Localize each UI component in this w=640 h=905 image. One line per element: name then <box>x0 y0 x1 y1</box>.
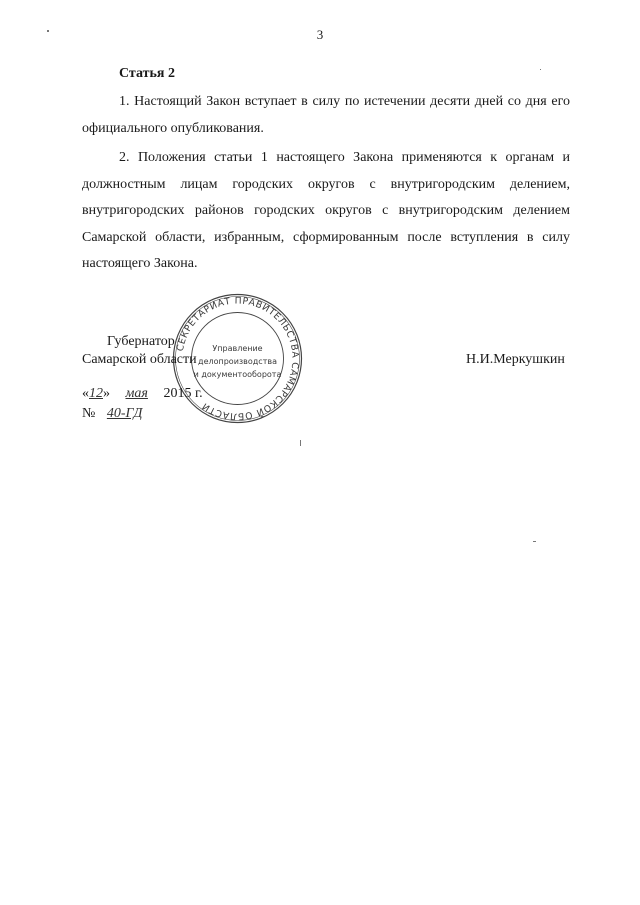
seal-ring-text: СЕКРЕТАРИАТ ПРАВИТЕЛЬСТВА САМАРСКОЙ ОБЛАСТИ <box>174 295 301 422</box>
date-open-quote: « <box>82 386 89 401</box>
date-year: 2015 г. <box>163 386 203 401</box>
date-month: мая <box>125 386 148 401</box>
seal-inner-line-2: делопроизводства <box>198 357 277 366</box>
signer-name: Н.И.Меркушкин <box>466 352 565 367</box>
signer-position-line-2: Самарской области <box>82 352 197 367</box>
number-value: 40-ГД <box>106 406 143 421</box>
law-number <box>82 406 150 422</box>
seal-inner-line-3: и документооборота <box>193 370 282 379</box>
scan-speck <box>540 69 541 70</box>
scan-speck <box>533 541 536 542</box>
paragraph-1: 1. Настоящий Закон вступает в силу по истечении десяти дней со дня его официального опубликования. <box>82 94 570 136</box>
date-close-quote: » <box>103 386 110 401</box>
signing-date <box>82 386 203 402</box>
page-number: 3 <box>316 27 324 42</box>
scan-speck <box>300 440 301 446</box>
scan-speck <box>47 30 49 32</box>
number-sign: № <box>82 406 96 421</box>
article-title: Статья 2 <box>119 66 175 81</box>
paragraph-2: 2. Положения статьи 1 настоящего Закона применяются к органам и должностным лицам городских округов с внутригородским делением, внутригородских районов городских округов с внутригородским делением Самарской области, избранным, сформированным после вступления в силу настоящего Закона. <box>82 150 570 271</box>
date-day: 12 <box>89 386 103 401</box>
signer-position-line-1: Губернатор <box>107 334 175 349</box>
seal-inner-line-1: Управление <box>212 344 263 353</box>
